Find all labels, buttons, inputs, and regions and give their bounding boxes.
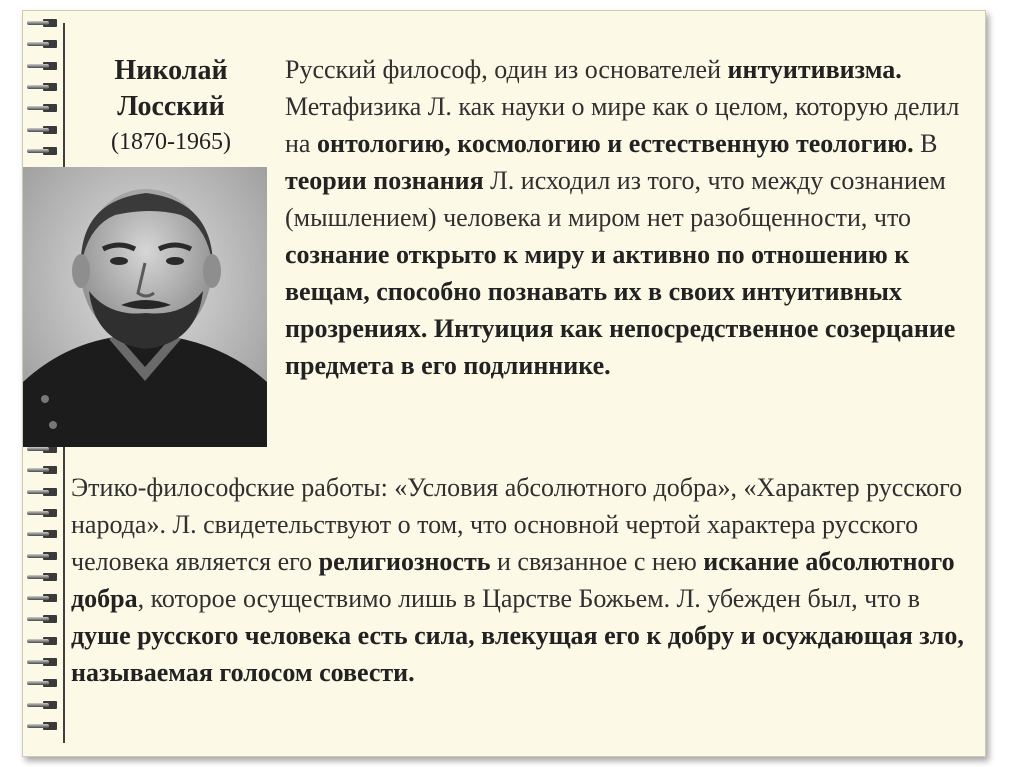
bottom-text-segment: душе русского человека есть сила, влекущая его к добру и осуждающая зло, называемая голосом совести. bbox=[71, 621, 964, 687]
binding-ring bbox=[27, 722, 59, 730]
binding-ring bbox=[27, 658, 59, 666]
slide bbox=[22, 10, 986, 757]
binding-ring bbox=[27, 466, 59, 474]
binding-ring bbox=[27, 552, 59, 560]
right-text-segment: Русский философ, один из основателей bbox=[285, 55, 728, 84]
right-text-segment: Л. исходил из того, что между сознанием (мышлением) человека и миром нет разобщенности, что bbox=[285, 166, 946, 232]
binding-ring bbox=[27, 615, 59, 623]
bottom-text-segment: искание абсолютного добра bbox=[71, 547, 955, 613]
binding-ring bbox=[27, 104, 59, 112]
right-text-segment: теории познания bbox=[285, 166, 484, 195]
binding-ring bbox=[27, 62, 59, 70]
bottom-text-segment: , которое осуществимо лишь в Царстве Божьем. Л. убежден был, что в bbox=[137, 584, 920, 613]
right-text-segment: сознание открыто к миру и активно по отношению к вещам, способно познавать их в своих интуитивных прозрениях. Интуиция как непосредственное созерцание предмета в его подлиннике. bbox=[285, 240, 956, 380]
right-text-segment: интуитивизма. bbox=[727, 55, 902, 84]
binding-ring bbox=[27, 19, 59, 27]
portrait-icon bbox=[23, 167, 267, 447]
bottom-text-segment: религиозность bbox=[318, 547, 491, 576]
binding-ring bbox=[27, 83, 59, 91]
first-name: Николай bbox=[114, 55, 228, 86]
ethics-description bbox=[71, 469, 973, 691]
binding-ring bbox=[27, 637, 59, 645]
life-years: (1870-1965) bbox=[111, 129, 231, 155]
binding-ring bbox=[27, 594, 59, 602]
binding-ring bbox=[27, 40, 59, 48]
binding-ring bbox=[27, 488, 59, 496]
binding-ring bbox=[27, 530, 59, 538]
binding-ring bbox=[27, 126, 59, 134]
binding-ring bbox=[27, 679, 59, 687]
binding-ring bbox=[27, 147, 59, 155]
bottom-text-segment: Этико-философские работы: «Условия абсолютного добра», «Характер русского народа». Л. свидетельствуют о том, что основной чертой характера русского человека является его bbox=[71, 473, 963, 576]
right-text-segment: В bbox=[913, 129, 938, 158]
bottom-text-segment: и связанное с нею bbox=[490, 547, 704, 576]
right-text-segment: Метафизика Л. как науки о мире как о целом, которую делил на bbox=[285, 92, 960, 158]
philosophy-description bbox=[285, 51, 977, 384]
right-text-segment: онтологию, космологию и естественную теологию. bbox=[316, 129, 914, 158]
name-block bbox=[71, 53, 271, 159]
binding-ring bbox=[27, 573, 59, 581]
portrait-photo bbox=[23, 167, 267, 447]
binding-ring bbox=[27, 701, 59, 709]
last-name: Лосский bbox=[117, 91, 225, 122]
binding-ring bbox=[27, 509, 59, 517]
